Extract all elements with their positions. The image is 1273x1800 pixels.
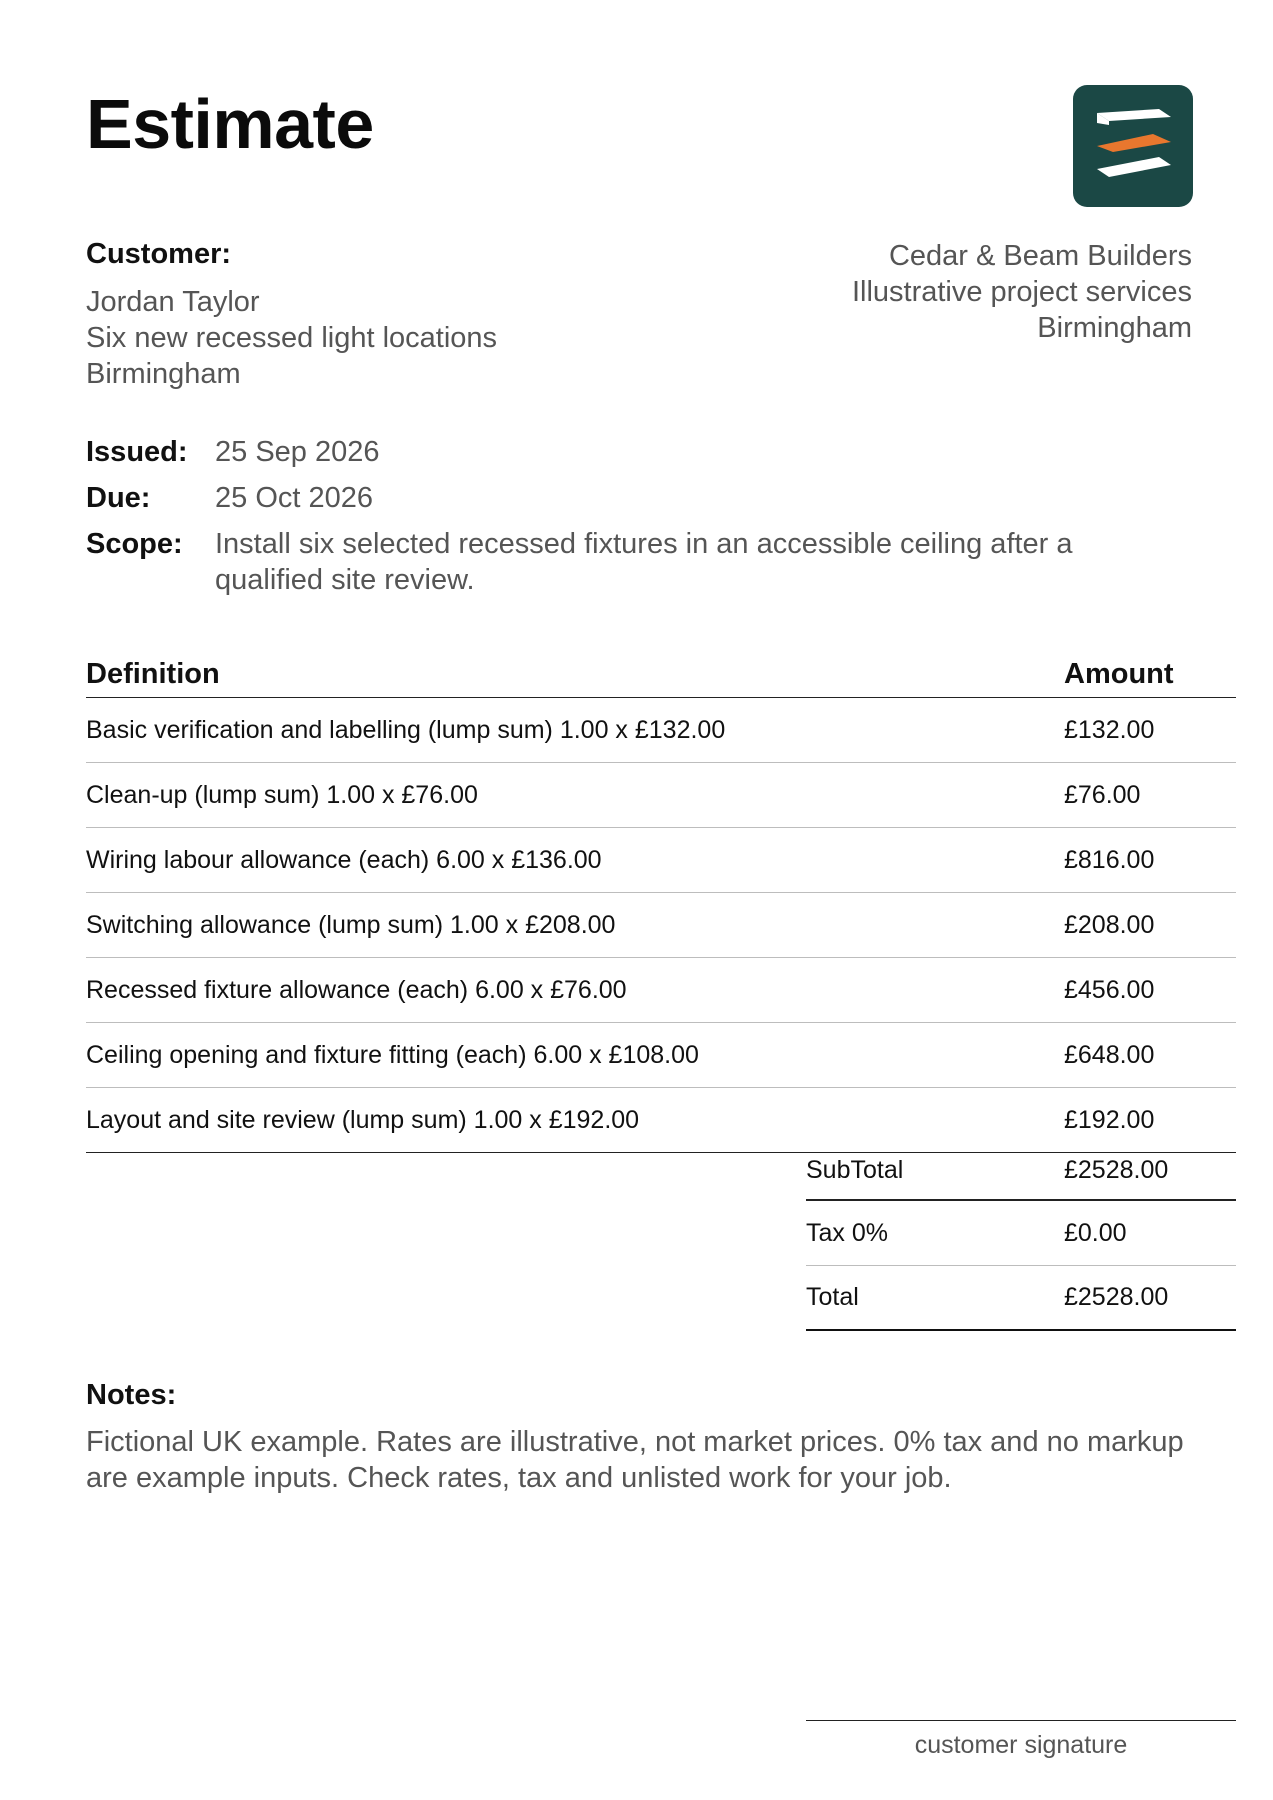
issued-label: Issued: xyxy=(86,436,188,468)
table-row xyxy=(86,1023,1236,1088)
scope-text: Install six selected recessed fixtures in an accessible ceiling after a qualified site review. xyxy=(215,528,1073,596)
row-amount: £456.00 xyxy=(1064,975,1155,1004)
row-amount: £208.00 xyxy=(1064,910,1155,939)
table-row xyxy=(86,893,1236,958)
table-row xyxy=(86,958,1236,1023)
table-row xyxy=(86,828,1236,893)
signature-line xyxy=(806,1720,1236,1721)
company-tagline: Illustrative project services xyxy=(851,276,1192,308)
customer-city: Birmingham xyxy=(86,358,241,390)
issued-date: 25 Sep 2026 xyxy=(215,436,380,468)
header-amount: Amount xyxy=(1064,658,1174,690)
customer-name: Jordan Taylor xyxy=(86,286,260,318)
stacked-layers-icon xyxy=(1073,85,1193,207)
row-description: Switching allowance (lump sum) 1.00 x £208.00 xyxy=(86,910,616,939)
tax-value: £0.00 xyxy=(1064,1218,1127,1247)
row-amount: £648.00 xyxy=(1064,1040,1155,1069)
row-amount: £76.00 xyxy=(1064,780,1141,809)
subtotal-row xyxy=(806,1142,1236,1201)
table-row xyxy=(86,698,1236,763)
line-items-table xyxy=(86,648,1236,1153)
row-description: Wiring labour allowance (each) 6.00 x £136.00 xyxy=(86,845,602,874)
row-amount: £192.00 xyxy=(1064,1105,1155,1134)
company-details xyxy=(852,238,1192,346)
customer-label: Customer: xyxy=(86,238,232,270)
row-amount: £132.00 xyxy=(1064,715,1155,744)
subtotal-label: SubTotal xyxy=(806,1156,904,1184)
table-header xyxy=(86,648,1236,698)
row-description: Ceiling opening and fixture fitting (each) 6.00 x £108.00 xyxy=(86,1040,699,1069)
estimate-meta xyxy=(86,434,1165,608)
scope-row xyxy=(86,526,1165,598)
page-title: Estimate xyxy=(86,85,374,163)
company-name: Cedar & Beam Builders xyxy=(888,240,1192,272)
due-row xyxy=(86,480,1165,516)
totals-block xyxy=(806,1148,1236,1331)
tax-row xyxy=(806,1201,1236,1266)
total-value: £2528.00 xyxy=(1064,1283,1169,1311)
customer-details xyxy=(86,284,497,392)
due-date: 25 Oct 2026 xyxy=(215,482,373,514)
subtotal-value: £2528.00 xyxy=(1064,1156,1169,1184)
row-description: Basic verification and labelling (lump sum) 1.00 x £132.00 xyxy=(86,715,726,744)
row-amount: £816.00 xyxy=(1064,845,1155,874)
table-row xyxy=(86,763,1236,828)
issued-row xyxy=(86,434,1165,470)
notes-text: Fictional UK example. Rates are illustrative, not market prices. 0% tax and no markup are example inputs. Check rates, tax and unlisted work for your job. xyxy=(86,1426,1184,1494)
total-row xyxy=(806,1266,1236,1331)
company-city: Birmingham xyxy=(1037,312,1192,344)
tax-label: Tax 0% xyxy=(806,1218,888,1247)
row-description: Layout and site review (lump sum) 1.00 x £192.00 xyxy=(86,1105,640,1134)
signature-label: customer signature xyxy=(914,1731,1128,1759)
scope-label: Scope: xyxy=(86,528,183,560)
notes-label: Notes: xyxy=(86,1379,177,1411)
row-description: Clean-up (lump sum) 1.00 x £76.00 xyxy=(86,780,478,809)
due-label: Due: xyxy=(86,482,151,514)
company-logo-icon xyxy=(1073,85,1193,207)
customer-project: Six new recessed light locations xyxy=(86,322,498,354)
row-description: Recessed fixture allowance (each) 6.00 x £76.00 xyxy=(86,975,627,1004)
total-label: Total xyxy=(806,1283,859,1311)
header-definition: Definition xyxy=(86,658,220,690)
